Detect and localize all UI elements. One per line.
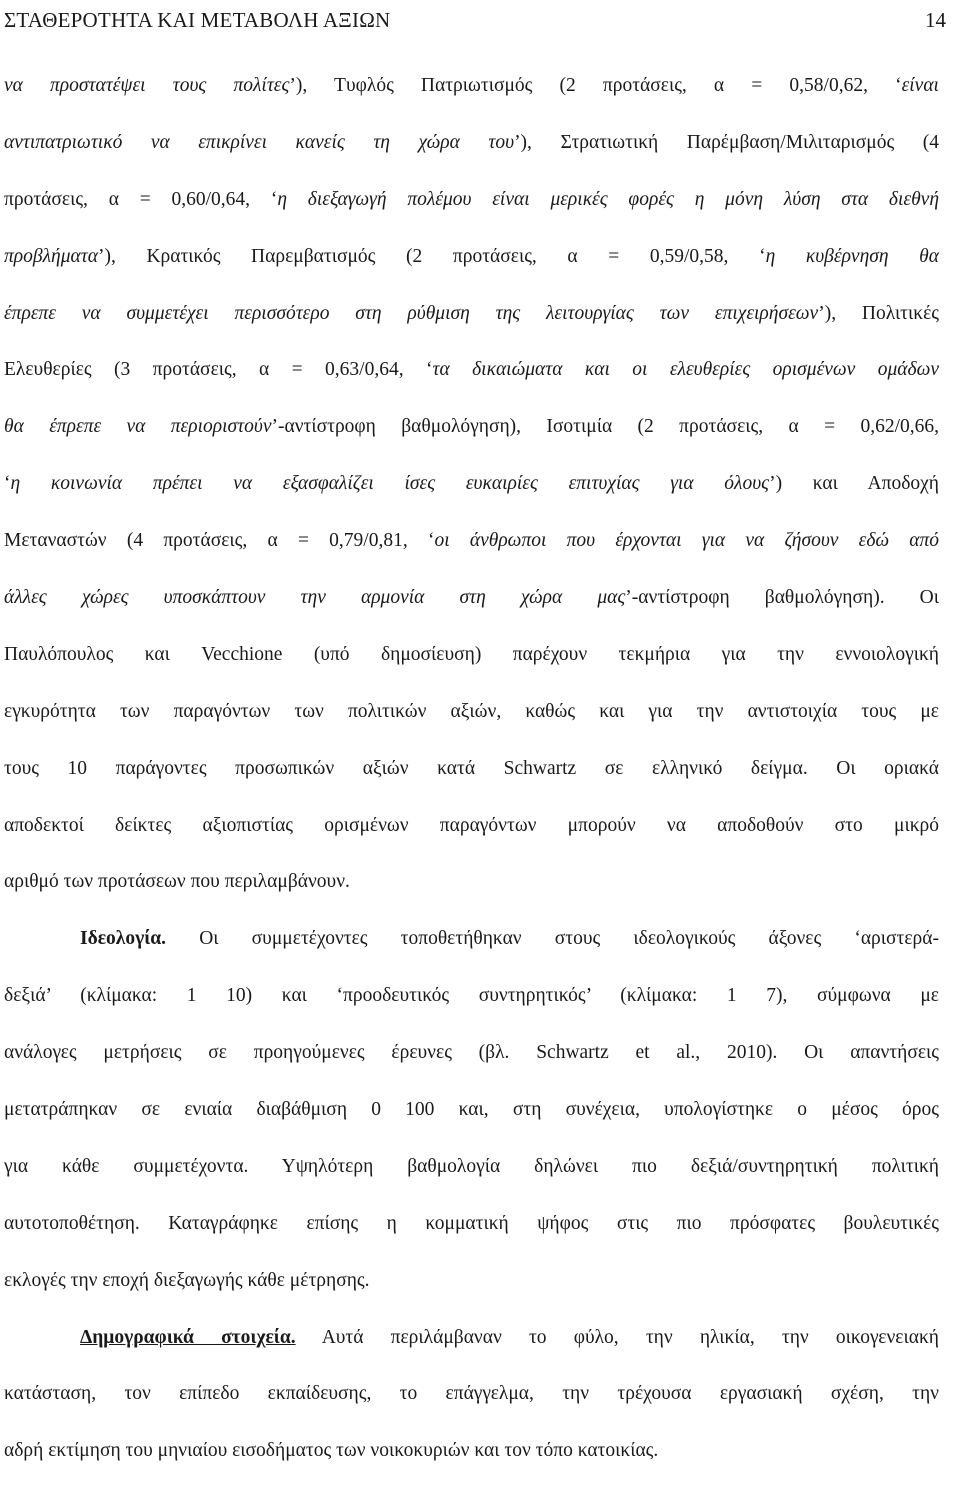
italic-quote: είναι xyxy=(901,75,939,96)
text-run: ‘ xyxy=(4,473,11,495)
text-line xyxy=(4,1372,939,1429)
text-run: ’-αντίστροφη βαθμολόγηση). Οι xyxy=(625,587,939,609)
text-line xyxy=(4,1259,939,1316)
text-line xyxy=(4,64,939,121)
italic-quote: να προστατέψει τους πολίτες xyxy=(4,75,290,96)
text-run: ’) και Αποδοχή xyxy=(769,473,939,495)
italic-quote: θα έπρεπε να περιοριστούν xyxy=(4,416,272,438)
text-run: για κάθε συμμετέχοντα. Υψηλότερη βαθμολογία δηλώνει πιο δεξιά/συντηρητική πολιτική xyxy=(4,1155,939,1177)
text-run: αποδεκτοί δείκτες αξιοπιστίας ορισμένων παραγόντων μπορούν να αποδοθούν στο μικρό xyxy=(4,814,939,836)
text-run: Οι συμμετέχοντες τοποθετήθηκαν στους ιδεολογικούς άξονες ‘αριστερά- xyxy=(166,928,939,950)
text-line xyxy=(4,519,939,576)
text-run: ’), Πολιτικές xyxy=(818,302,940,324)
italic-quote: προβλήματα xyxy=(4,245,98,267)
text-line xyxy=(4,576,939,633)
text-run: ’-αντίστροφη βαθμολόγηση), Ισοτιμία (2 προτάσεις, α = 0,62/0,66, xyxy=(271,416,939,438)
text-line xyxy=(4,747,939,804)
text-run: μετατράπηκαν σε ενιαία διαβάθμιση 0 100 και, στη συνέχεια, υπολογίστηκε ο μέσος όρος xyxy=(4,1099,939,1121)
text-run: ’), Κρατικός Παρεμβατισμός (2 προτάσεις, α = 0,59/0,58, ‘ xyxy=(97,245,766,267)
italic-quote: τα δικαιώματα και οι ελευθερίες ορισμένων ομάδων xyxy=(432,359,940,381)
text-line xyxy=(4,405,939,462)
italic-quote: αντιπατριωτικό να επικρίνει κανείς τη χώρα του xyxy=(4,131,515,153)
text-line xyxy=(4,1429,939,1486)
text-line xyxy=(4,1202,939,1259)
section-heading: Δημογραφικά στοιχεία. xyxy=(80,1326,296,1348)
text-run: κατάσταση, τον επίπεδο εκπαίδευσης, το επάγγελμα, την τρέχουσα εργασιακή σχέση, την xyxy=(4,1383,939,1405)
section-heading: Ιδεολογία. xyxy=(80,928,167,950)
body-text xyxy=(4,64,939,1486)
text-run: προτάσεις, α = 0,60/0,64, ‘ xyxy=(4,188,278,210)
text-line xyxy=(4,121,939,178)
text-run: αδρή εκτίμηση του μηνιαίου εισοδήματος των νοικοκυριών και τον τόπο κατοικίας. xyxy=(4,1440,659,1462)
italic-quote: έπρεπε να συμμετέχει περισσότερο στη ρύθμιση της λειτουργίας των επιχειρήσεων xyxy=(4,302,819,324)
italic-quote: άλλες χώρες υποσκάπτουν την αρμονία στη χώρα μας xyxy=(4,587,626,609)
text-run: ανάλογες μετρήσεις σε προηγούμενες έρευνες (βλ. Schwartz et al., 2010). Οι απαντήσεις xyxy=(4,1042,939,1064)
text-line xyxy=(4,1316,939,1373)
text-line xyxy=(4,690,939,747)
running-header xyxy=(4,0,956,40)
text-line xyxy=(4,633,939,690)
text-line xyxy=(4,1145,939,1202)
text-line xyxy=(4,974,939,1031)
italic-quote: οι άνθρωποι που έρχονται για να ζήσουν εδώ από xyxy=(434,530,940,552)
text-run: τους 10 παράγοντες προσωπικών αξιών κατά Schwartz σε ελληνικό δείγμα. Οι οριακά xyxy=(4,757,939,779)
text-run: ’), Τυφλός Πατριωτισμός (2 προτάσεις, α = 0,58/0,62, ‘ xyxy=(289,75,902,96)
text-line xyxy=(4,292,939,349)
text-line xyxy=(4,1031,939,1088)
text-run: Μεταναστών (4 προτάσεις, α = 0,79/0,81, ‘ xyxy=(4,530,435,552)
italic-quote: η διεξαγωγή πολέμου είναι μερικές φορές η μόνη λύση στα διεθνή xyxy=(277,188,939,210)
text-line xyxy=(4,348,939,405)
text-run: εγκυρότητα των παραγόντων των πολιτικών αξιών, καθώς και για την αντιστοιχία τους με xyxy=(4,700,939,722)
text-line xyxy=(4,462,939,519)
text-run: δεξιά’ (κλίμακα: 1 10) και ‘προοδευτικός συντηρητικός’ (κλίμακα: 1 7), σύμφωνα με xyxy=(4,985,939,1007)
text-run: εκλογές την εποχή διεξαγωγής κάθε μέτρησης. xyxy=(4,1269,370,1291)
page-number: 14 xyxy=(925,8,946,32)
text-run: Ελευθερίες (3 προτάσεις, α = 0,63/0,64, ‘ xyxy=(4,359,433,381)
text-run: Παυλόπουλος και Vecchione (υπό δημοσίευση) παρέχουν τεκμήρια για την εννοιολογική xyxy=(4,643,939,665)
text-line xyxy=(4,917,939,974)
text-run: αυτοτοποθέτηση. Καταγράφηκε επίσης η κομματική ψήφος στις πιο πρόσφατες βουλευτικές xyxy=(4,1212,939,1234)
text-line xyxy=(4,1088,939,1145)
italic-quote: η κοινωνία πρέπει να εξασφαλίζει ίσες ευκαιρίες επιτυχίας για όλους xyxy=(10,473,770,495)
text-line xyxy=(4,860,939,917)
running-title: ΣΤΑΘΕΡΟΤΗΤΑ ΚΑΙ ΜΕΤΑΒΟΛΗ ΑΞΙΩΝ xyxy=(4,8,391,32)
italic-quote: η κυβέρνηση θα xyxy=(765,245,939,267)
text-run: Αυτά περιλάμβαναν το φύλο, την ηλικία, την οικογενειακή xyxy=(295,1326,939,1348)
text-run: ’), Στρατιωτική Παρέμβαση/Μιλιταρισμός (4 xyxy=(514,131,939,153)
text-line xyxy=(4,235,939,292)
text-run: αριθμό των προτάσεων που περιλαμβάνουν. xyxy=(4,871,350,893)
text-line xyxy=(4,178,939,235)
text-line xyxy=(4,804,939,861)
